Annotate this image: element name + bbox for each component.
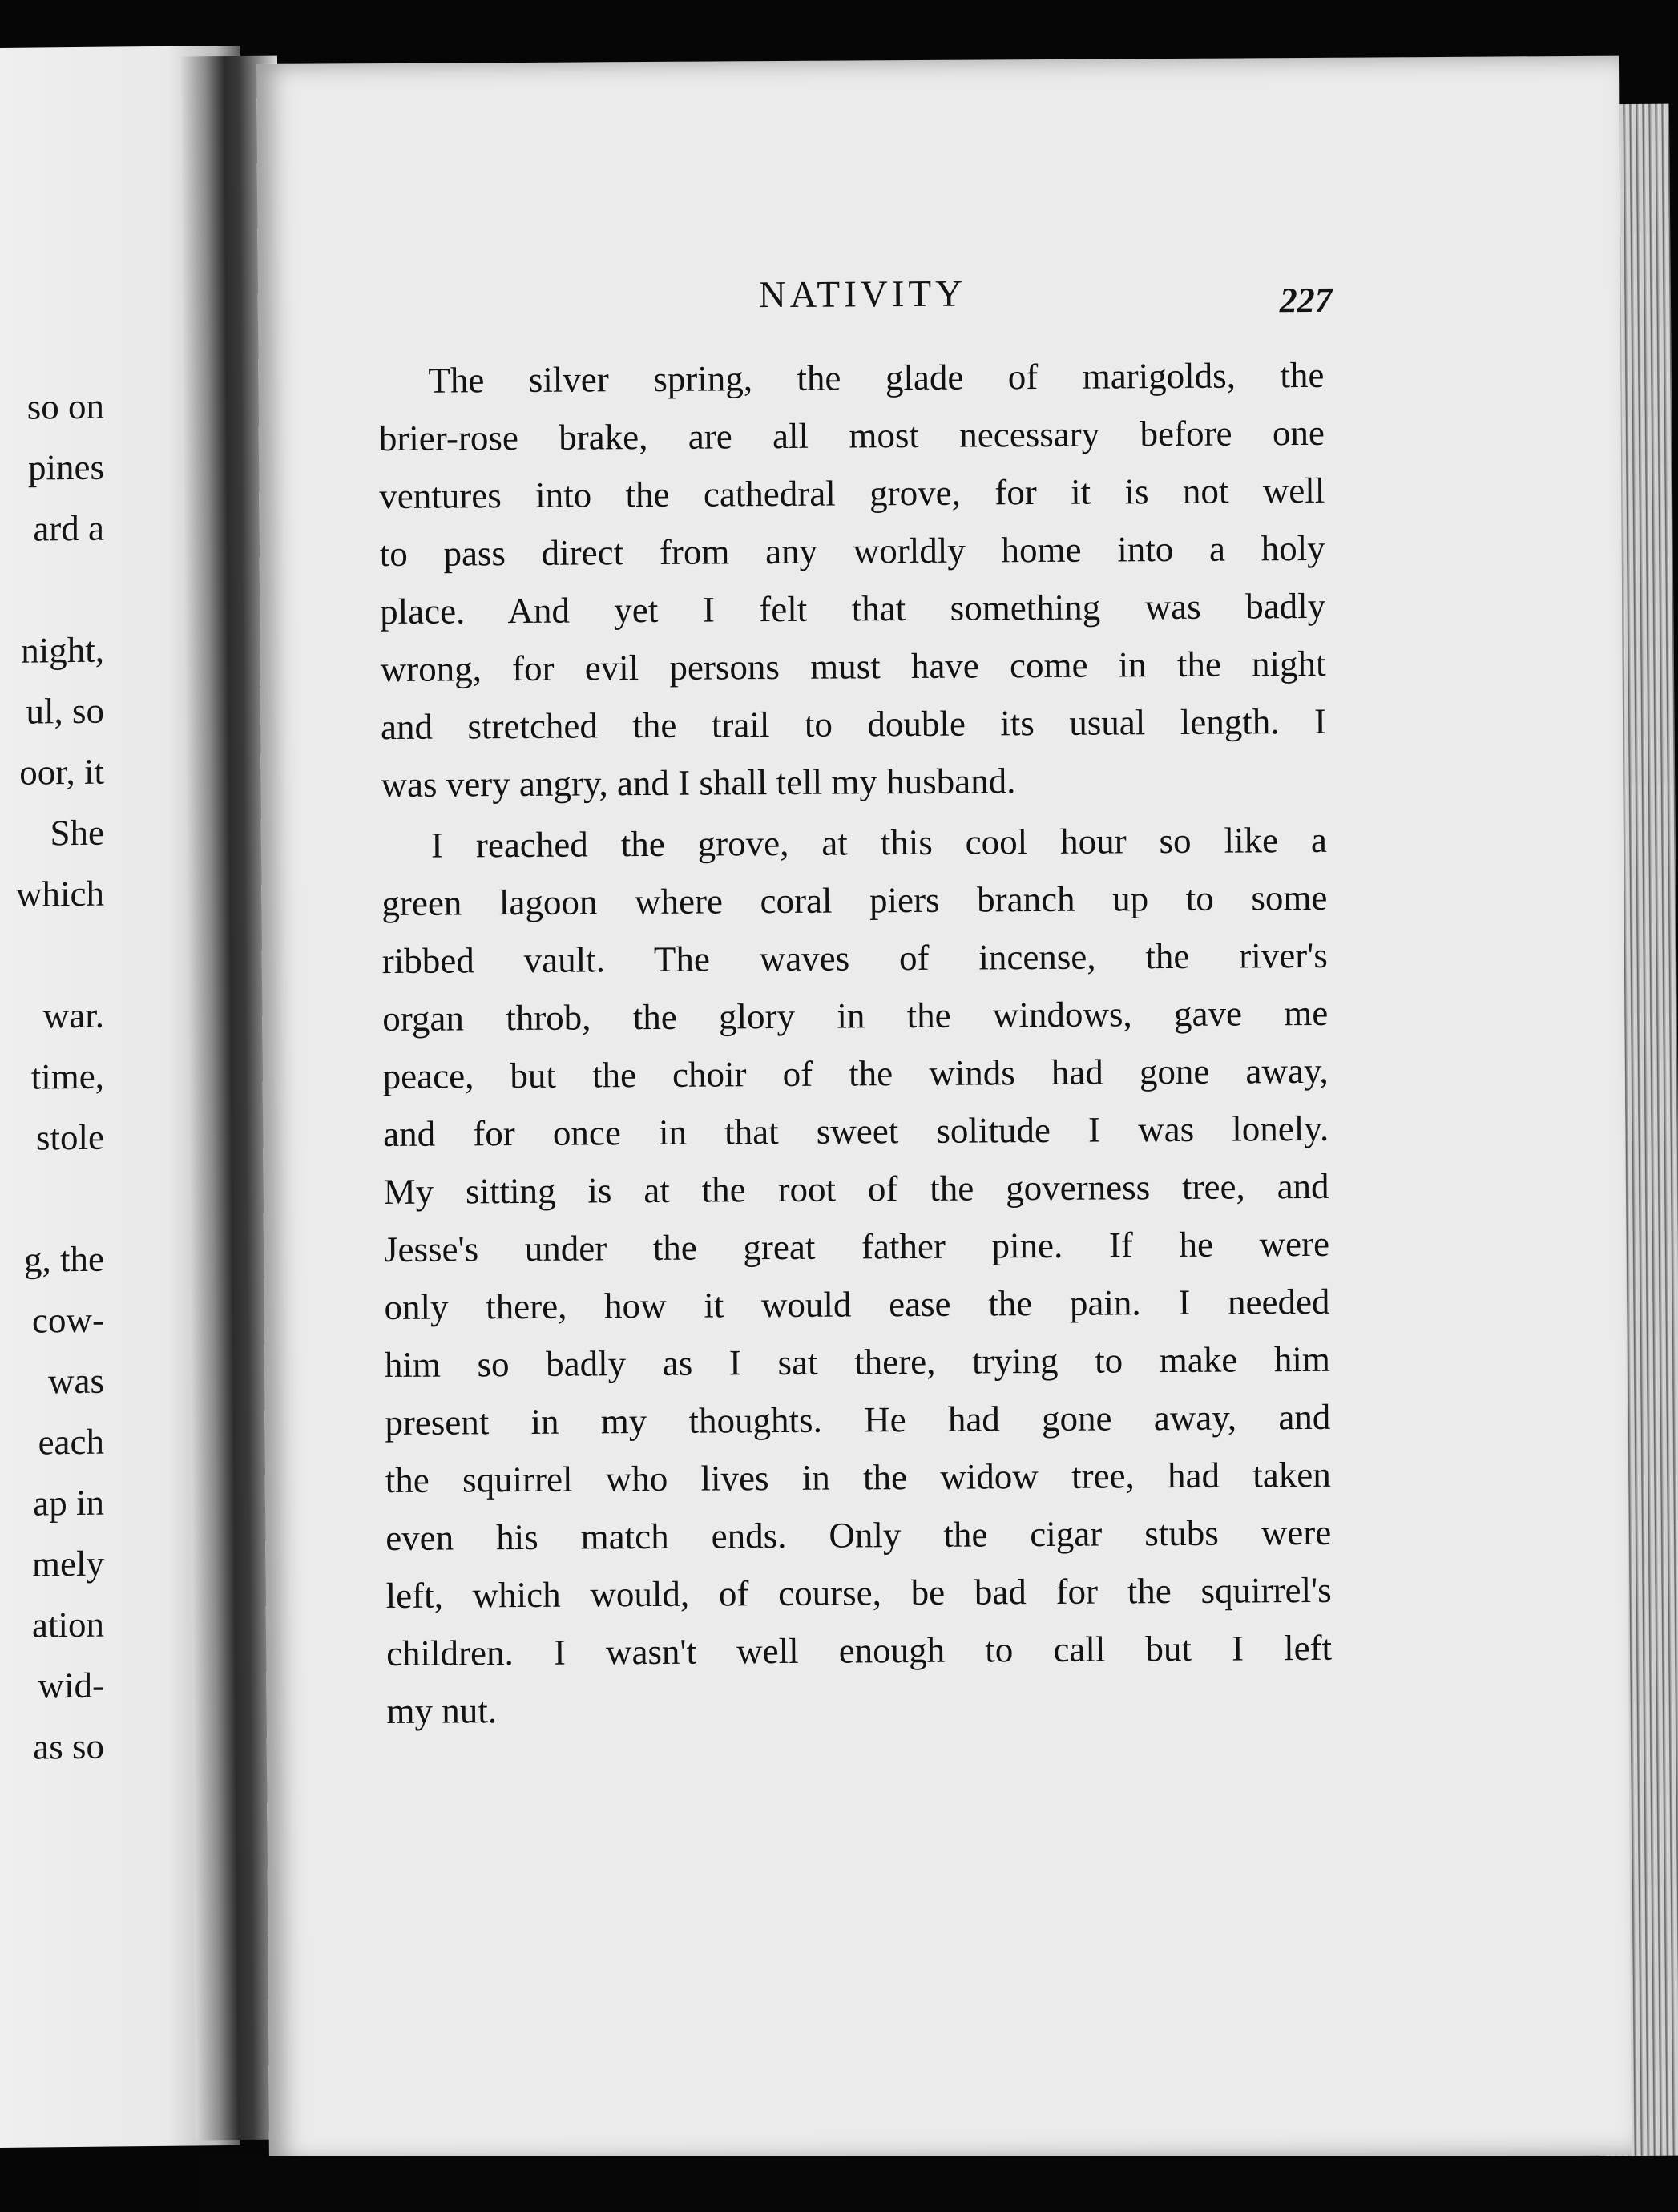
previous-page-line — [0, 924, 104, 986]
previous-page-line: ul, so — [26, 690, 104, 732]
current-page — [256, 56, 1632, 2164]
previous-page-line: ation — [32, 1604, 104, 1645]
text-line: My sitting is at the root of the governess tree, and — [383, 1165, 1329, 1213]
text-line: green lagoon where coral piers branch up to some — [381, 877, 1328, 924]
text-line: even his match ends. Only the cigar stubs were — [385, 1512, 1332, 1559]
previous-page-line: which — [16, 873, 104, 914]
text-line: wrong, for evil persons must have come in the night — [380, 643, 1326, 690]
previous-page-line: war. — [42, 995, 104, 1036]
previous-page-line: wid- — [38, 1665, 104, 1706]
text-line: left, which would, of course, be bad for the squirrel's — [385, 1569, 1332, 1617]
running-title: NATIVITY — [758, 272, 967, 317]
previous-page-line — [0, 1168, 104, 1229]
scan-bottom-border — [200, 2156, 1678, 2212]
text-line: ventures into the cathedral grove, for it is not well — [379, 470, 1325, 517]
previous-page-line: as so — [33, 1726, 104, 1767]
previous-page-line: pines — [28, 446, 104, 488]
previous-page-line: She — [50, 812, 104, 854]
text-line: I reached the grove, at this cool hour so like a — [430, 819, 1328, 866]
previous-page-text — [0, 376, 104, 1778]
previous-page-line: ap in — [33, 1482, 104, 1524]
page-number: 227 — [1279, 280, 1333, 321]
text-line: children. I wasn't well enough to call but I left — [385, 1627, 1333, 1674]
previous-page-line: cow- — [32, 1299, 104, 1341]
text-line: place. And yet I felt that something was badly — [380, 585, 1326, 632]
previous-page-line: oor, it — [19, 751, 104, 793]
text-line: peace, but the choir of the winds had gone away, — [382, 1050, 1329, 1097]
previous-page-line: time, — [30, 1056, 104, 1097]
previous-page-line: so on — [26, 385, 104, 427]
previous-page-line: mely — [32, 1543, 104, 1584]
previous-page-line: was — [48, 1360, 104, 1402]
text-line: Jesse's under the great father pine. If he were — [383, 1223, 1330, 1270]
page-header — [258, 268, 1620, 333]
text-line: The silver spring, the glade of marigolds, the — [428, 354, 1325, 401]
previous-page-line: stole — [36, 1116, 104, 1158]
text-line: him so badly as I sat there, trying to make him — [384, 1338, 1331, 1386]
paragraph — [381, 811, 1333, 1740]
previous-page-line — [0, 559, 104, 620]
text-line: to pass direct from any worldly home into a holy — [379, 527, 1325, 575]
paragraph — [378, 346, 1326, 813]
page-body — [378, 346, 1333, 1740]
text-line: brier-rose brake, are all most necessary before one — [378, 412, 1325, 459]
text-line: and stretched the trail to double its usual length. I — [380, 700, 1327, 748]
text-line: the squirrel who lives in the widow tree, had taken — [385, 1454, 1331, 1501]
text-line: and for once in that sweet solitude I was lonely. — [383, 1108, 1329, 1155]
text-line: was very angry, and I shall tell my husband. — [381, 761, 1016, 805]
text-line: only there, how it would ease the pain. I needed — [384, 1281, 1330, 1328]
previous-page-line: ard a — [33, 507, 104, 549]
text-line: organ throb, the glory in the windows, gave me — [382, 992, 1329, 1039]
text-line: my nut. — [386, 1690, 498, 1732]
text-line: present in my thoughts. He had gone away, and — [385, 1396, 1331, 1443]
previous-page-line: g, the — [24, 1238, 104, 1280]
previous-page-line: each — [38, 1421, 104, 1463]
previous-page-line: night, — [21, 629, 104, 671]
text-line: ribbed vault. The waves of incense, the river's — [381, 934, 1328, 982]
